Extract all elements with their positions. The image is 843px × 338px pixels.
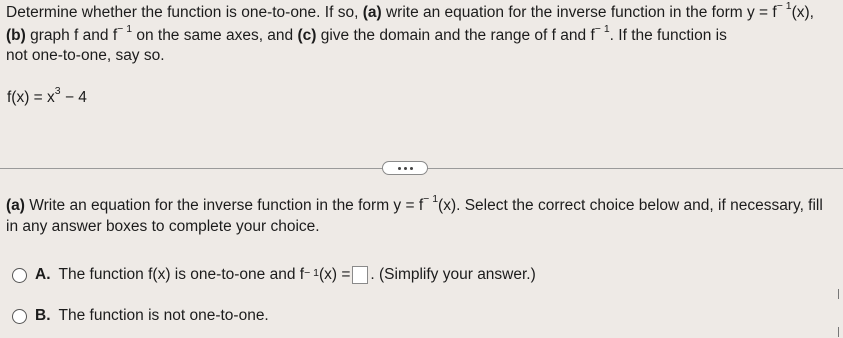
scroll-edge-mark [836,327,839,337]
question-line-2: (b) graph f and $f^{- 1}$ on the same axes, and (c) give the domain and the range of f and $f^{- 1}$. If the function is [6,22,727,44]
answer-box[interactable] [352,266,368,284]
dot-icon [398,167,401,170]
question-line-1: Determine whether the function is one-to-one. If so, (a) write an equation for the inverse function in the form $y = f^{- 1}(x)$, [6,0,814,21]
scroll-edge-mark [836,289,839,299]
radio-choice-a[interactable] [12,268,27,283]
dot-icon [404,167,407,170]
choice-a[interactable]: A. The function f(x) is one-to-one and f $^{- 1}$ (x) = . (Simplify your answer.) [12,266,536,284]
function-definition: $f(x) = x^3 - 4$ [7,84,87,106]
choice-b[interactable]: B. The function is not one-to-one. [12,307,269,325]
show-more-button[interactable] [382,161,428,175]
dot-icon [410,167,413,170]
radio-choice-b[interactable] [12,309,27,324]
part-a-line-1: (a) Write an equation for the inverse function in the form $y = f^{- 1}(x)$. Select the correct choice below and, if necessary, fill [6,192,823,214]
part-a-line-2: in any answer boxes to complete your choice. [6,218,320,235]
question-line-3: not one-to-one, say so. [6,47,165,64]
